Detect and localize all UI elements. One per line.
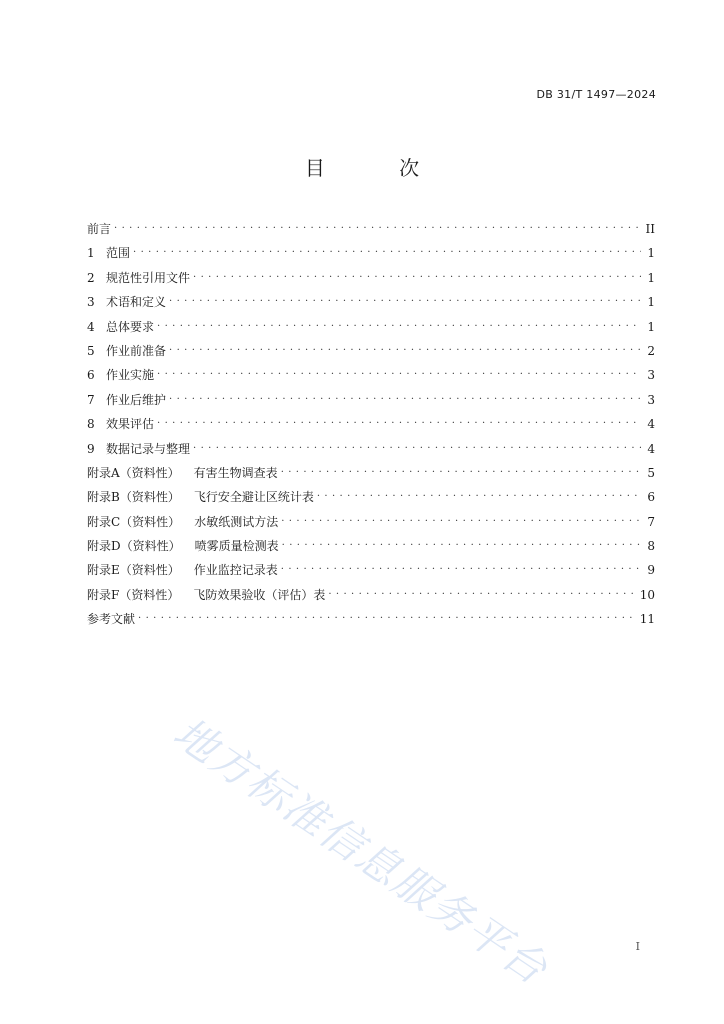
toc-entry-page: 6 [647, 490, 655, 505]
watermark: 地方标准信息服务平台 [164, 707, 558, 995]
toc-dot-leader [157, 367, 641, 379]
toc-entry-page: II [645, 222, 655, 236]
toc-entry-subtitle: 作业监控记录表 [193, 563, 278, 578]
toc-entry-subtitle: 飞防效果验收（评估）表 [193, 587, 326, 602]
toc-entry-label: 术语和定义 [106, 295, 167, 310]
document-code: DB 31/T 1497—2024 [536, 88, 656, 101]
toc-dot-leader [281, 465, 641, 477]
toc-dot-leader [193, 441, 641, 453]
toc-entry-label: 附录F（资料性） [87, 587, 180, 602]
toc-dot-leader [281, 562, 641, 574]
toc-dot-leader [157, 319, 641, 331]
toc-entry-page: 7 [647, 514, 655, 529]
toc-entry[interactable] [87, 217, 655, 241]
toc-entry-label: 前言 [87, 222, 112, 236]
toc-dot-leader [169, 294, 641, 306]
toc-entry-number: 7 [87, 392, 95, 407]
toc-dot-leader [169, 392, 641, 404]
toc-entry-label: 作业前准备 [106, 343, 167, 358]
toc-entry-page: 1 [647, 270, 655, 285]
toc-entry[interactable] [87, 510, 655, 534]
toc-entry-number: 6 [87, 368, 95, 383]
toc-entry[interactable] [87, 461, 655, 485]
toc-entry-page: 1 [647, 319, 655, 334]
toc-dot-leader [138, 611, 636, 623]
table-of-contents [87, 217, 655, 632]
toc-entry-label: 规范性引用文件 [106, 270, 191, 285]
toc-entry[interactable] [87, 363, 655, 387]
toc-entry-subtitle: 喷雾质量检测表 [194, 539, 279, 554]
toc-entry-label: 总体要求 [106, 319, 155, 334]
toc-entry[interactable] [87, 583, 655, 607]
toc-entry-label: 范围 [106, 246, 131, 261]
toc-entry-number: 8 [87, 417, 95, 432]
toc-entry-page: 5 [647, 465, 655, 480]
toc-entry-subtitle: 飞行安全避让区统计表 [193, 490, 314, 505]
toc-dot-leader [328, 587, 635, 599]
toc-entry-number: 5 [87, 343, 95, 358]
toc-entry[interactable] [87, 412, 655, 436]
page-number: I [635, 940, 640, 953]
toc-dot-leader [193, 270, 641, 282]
toc-entry-label: 作业后维护 [106, 392, 167, 407]
toc-dot-leader [157, 416, 641, 428]
toc-entry-page: 8 [647, 539, 655, 554]
toc-entry[interactable] [87, 558, 655, 582]
toc-entry-number: 3 [87, 295, 95, 310]
toc-entry-page: 1 [647, 246, 655, 261]
toc-entry[interactable] [87, 339, 655, 363]
page-title: 目 次 [304, 156, 454, 180]
toc-dot-leader [133, 245, 641, 257]
toc-entry[interactable] [87, 290, 655, 314]
toc-entry[interactable] [87, 437, 655, 461]
toc-entry-number: 4 [87, 319, 95, 334]
toc-entry-label: 附录C（资料性） [87, 514, 181, 529]
toc-entry[interactable] [87, 266, 655, 290]
toc-entry-label: 附录A（资料性） [87, 465, 180, 480]
toc-dot-leader [169, 343, 641, 355]
toc-entry-page: 3 [647, 368, 655, 383]
toc-entry-label: 作业实施 [106, 368, 155, 383]
toc-entry-page: 10 [639, 587, 655, 602]
toc-entry[interactable] [87, 607, 655, 631]
toc-entry-page: 9 [647, 563, 655, 578]
toc-entry[interactable] [87, 388, 655, 412]
toc-entry-page: 1 [647, 295, 655, 310]
toc-entry[interactable] [87, 315, 655, 339]
toc-entry-label: 数据记录与整理 [106, 441, 191, 456]
toc-entry-label: 附录B（资料性） [87, 490, 180, 505]
toc-dot-leader [281, 514, 641, 526]
toc-entry-page: 4 [647, 441, 655, 456]
toc-dot-leader [317, 489, 641, 501]
toc-entry-subtitle: 有害生物调查表 [193, 465, 278, 480]
toc-entry-label: 参考文献 [87, 612, 136, 627]
toc-entry-label: 附录E（资料性） [87, 563, 180, 578]
toc-entry-page: 11 [639, 612, 655, 627]
toc-entry[interactable] [87, 485, 655, 509]
toc-entry-page: 4 [647, 417, 655, 432]
toc-entry-page: 2 [647, 343, 655, 358]
toc-dot-leader [282, 538, 641, 550]
toc-dot-leader [114, 221, 641, 233]
toc-entry[interactable] [87, 534, 655, 558]
toc-entry-number: 1 [87, 246, 95, 261]
toc-entry[interactable] [87, 241, 655, 265]
toc-entry-number: 9 [87, 441, 95, 456]
toc-entry-label: 效果评估 [106, 417, 155, 432]
toc-entry-label: 附录D（资料性） [87, 539, 181, 554]
toc-entry-page: 3 [647, 392, 655, 407]
toc-entry-number: 2 [87, 270, 95, 285]
toc-entry-subtitle: 水敏纸测试方法 [194, 514, 279, 529]
